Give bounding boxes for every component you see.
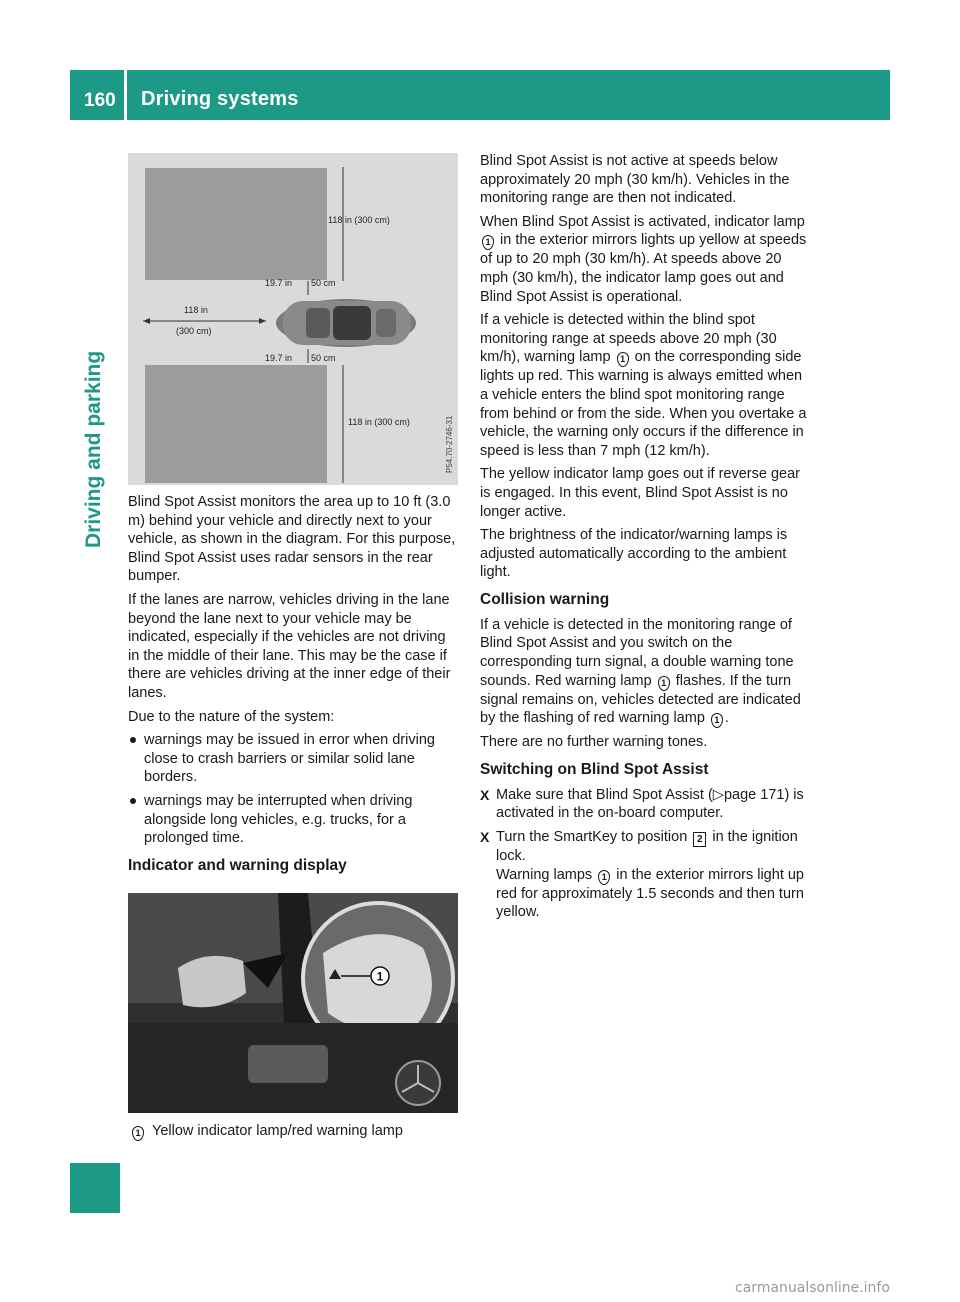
dimension-label-side-cm: (300 cm) <box>176 326 212 336</box>
detection-paragraph: If a vehicle is detected within the blind spot monitoring range at speeds above 20 mph (30 km/h), warning lamp 1 on the corresponding side lights up red. This warning is always emitted when a vehicle enters the blind spot monitoring range from behind or from the side. When you overtake a vehicle, the warning only occurs if the difference in speed is less than 7 mph (12 km/h). <box>480 312 807 459</box>
page-reference-link[interactable]: page 171 <box>723 786 785 803</box>
left-column <box>128 493 460 882</box>
dimension-label-side-in: 118 in <box>184 305 208 315</box>
step-arrow-icon: X <box>480 829 490 846</box>
brightness-paragraph: The brightness of the indicator/warning lamps is adjusted automatically according to the ambient light. <box>480 527 788 581</box>
caption-text: Yellow indicator lamp/red warning lamp <box>152 1123 403 1139</box>
exterior-mirror-photo <box>128 893 458 1113</box>
dimension-label-top: 118 in (300 cm) <box>328 215 390 225</box>
lamp-marker-icon: 1 <box>658 676 670 691</box>
step-arrow-icon: X <box>480 786 490 803</box>
car-top-view-icon <box>276 299 416 347</box>
page-number: 160 <box>84 90 116 111</box>
lamp-marker-icon: 1 <box>132 1126 144 1141</box>
no-further-tones-paragraph: There are no further warning tones. <box>480 734 708 751</box>
dimension-label-bottom-gap-in: 19.7 in <box>265 353 293 363</box>
blind-spot-range-diagram <box>128 153 458 485</box>
heading-indicator-display: Indicator and warning display <box>128 856 347 874</box>
lamp-marker-icon: 1 <box>711 713 723 728</box>
figure-code: P54.70-2746-31 <box>445 415 454 473</box>
bullet-item: warnings may be issued in error when driving close to crash barriers or similar solid lane borders. <box>128 731 460 787</box>
header-divider <box>124 70 127 120</box>
key-position-icon: 2 <box>693 832 706 847</box>
dimension-label-bottom: 118 in (300 cm) <box>348 417 410 427</box>
side-chapter-label: Driving and parking <box>82 350 105 548</box>
lamp-marker-icon: 1 <box>482 235 494 250</box>
dimension-label-bottom-gap-cm: 50 cm <box>311 353 336 363</box>
side-chapter-marker <box>70 1163 120 1213</box>
heading-collision-warning: Collision warning <box>480 590 610 608</box>
lamp-marker-icon: 1 <box>598 870 610 885</box>
inactive-speed-paragraph: Blind Spot Assist is not active at speeds below approximately 20 mph (30 km/h). Vehicles in the monitoring range are then not indicated. <box>480 153 790 207</box>
instruction-step: X Turn the SmartKey to position 2 in the ignition lock. Warning lamps 1 in the exterior mirrors light up red for approximately 1.5 seconds and then turn yellow. <box>480 829 804 921</box>
section-title: Driving systems <box>141 88 299 110</box>
activation-paragraph: When Blind Spot Assist is activated, indicator lamp 1 in the exterior mirrors lights up yellow at speeds of up to 20 mph (30 km/h). At speeds above 20 mph (30 km/h), the indicator lamp goes out and Blind Spot Assist is operational. <box>480 213 807 305</box>
collision-paragraph: If a vehicle is detected in the monitoring range of Blind Spot Assist and you switch on the corresponding turn signal, a double warning tone sounds. Red warning lamp 1 flashes. If the turn signal remains on, vehicles detected are indicated by the flashing of red warning lamp 1 . <box>480 616 801 727</box>
page-reference-arrow-icon: ▷ <box>712 786 724 803</box>
reverse-gear-paragraph: The yellow indicator lamp goes out if reverse gear is engaged. In this event, Blind Spot Assist is no longer active. <box>480 466 800 520</box>
callout-number: 1 <box>376 969 384 984</box>
lamp-marker-icon: 1 <box>617 352 629 367</box>
dimension-label-top-gap-cm: 50 cm <box>311 278 336 288</box>
intro-paragraph: Blind Spot Assist monitors the area up to 10 ft (3.0 m) behind your vehicle and directly next to your vehicle, as shown in the diagram. For this purpose, Blind Spot Assist uses radar sensors in the rear bumper. <box>128 494 456 585</box>
instruction-step: X Make sure that Blind Spot Assist (▷page 171) is activated in the on-board computer. <box>480 786 804 822</box>
heading-switching-on: Switching on Blind Spot Assist <box>480 760 709 778</box>
site-watermark: carmanualsonline.info <box>735 1280 890 1296</box>
right-column <box>480 152 813 927</box>
system-nature-paragraph: Due to the nature of the system: <box>128 708 335 725</box>
narrow-lanes-paragraph: If the lanes are narrow, vehicles driving in the lane beyond the lane next to your vehicle may be indicated, especially if the vehicles are not driving in the middle of their lane. This may be the case if there are vehicles driving at the inner edge of their lanes. <box>128 591 451 701</box>
bullet-item: warnings may be interrupted when driving alongside long vehicles, e.g. trucks, for a prolonged time. <box>128 792 460 848</box>
dimension-label-top-gap-in: 19.7 in <box>265 278 293 288</box>
figure-caption <box>130 1122 460 1141</box>
